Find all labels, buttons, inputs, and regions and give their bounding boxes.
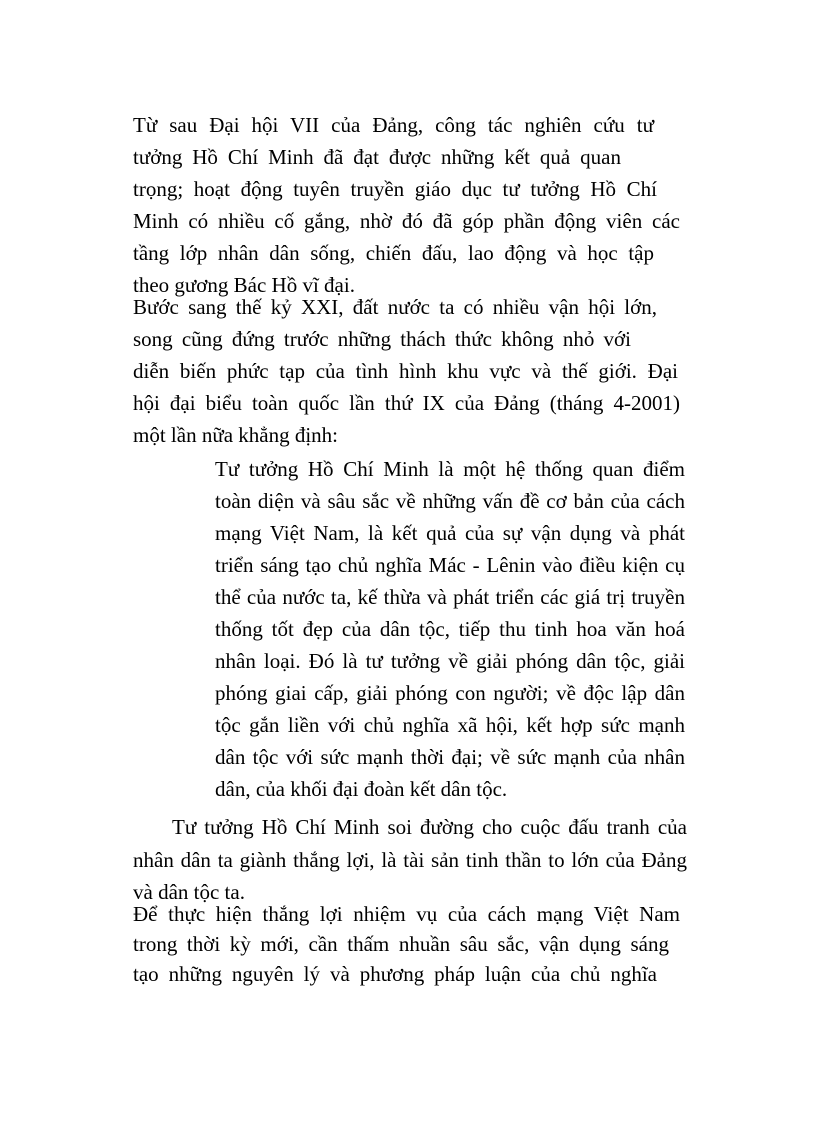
text-line: trong thời kỳ mới, cần thấm nhuần sâu sắc, vận dụng sáng xyxy=(133,932,669,956)
quote-line: nhân loại. Đó là tư tưởng về giải phóng dân tộc, giải xyxy=(215,649,685,673)
text-line: một lần nữa khẳng định: xyxy=(133,423,339,447)
text-line: Bước sang thế kỷ XXI, đất nước ta có nhiều vận hội lớn, xyxy=(133,295,657,319)
text-line: trọng; hoạt động tuyên truyền giáo dục tư tưởng Hồ Chí xyxy=(133,177,657,201)
text-line: Để thực hiện thắng lợi nhiệm vụ của cách mạng Việt Nam xyxy=(133,902,680,926)
quote-line: toàn diện và sâu sắc về những vấn đề cơ bản của cách xyxy=(215,489,685,513)
text-line: Tư tưởng Hồ Chí Minh soi đường cho cuộc đấu tranh của xyxy=(172,815,687,839)
text-line: nhân dân ta giành thắng lợi, là tài sản tinh thần to lớn của Đảng xyxy=(133,848,687,872)
text-line: song cũng đứng trước những thách thức không nhỏ với xyxy=(133,327,631,351)
text-line: Từ sau Đại hội VII của Đảng, công tác nghiên cứu tư xyxy=(133,113,654,137)
text-line: diễn biến phức tạp của tình hình khu vực và thế giới. Đại xyxy=(133,359,678,383)
text-line: Minh có nhiều cố gắng, nhờ đó đã góp phần động viên các xyxy=(133,209,680,233)
text-line: tưởng Hồ Chí Minh đã đạt được những kết quả quan xyxy=(133,145,621,169)
quote-line: tộc gắn liền với chủ nghĩa xã hội, kết hợp sức mạnh xyxy=(215,713,685,737)
quote-line: triển sáng tạo chủ nghĩa Mác - Lênin vào điều kiện cụ xyxy=(215,553,685,577)
text-line: tạo những nguyên lý và phương pháp luận của chủ nghĩa xyxy=(133,962,657,986)
quote-line: dân tộc với sức mạnh thời đại; về sức mạnh của nhân xyxy=(215,745,685,769)
quote-line: phóng giai cấp, giải phóng con người; về độc lập dân xyxy=(215,681,685,705)
quote-line: mạng Việt Nam, là kết quả của sự vận dụng và phát xyxy=(215,521,685,545)
text-line: hội đại biểu toàn quốc lần thứ IX của Đảng (tháng 4-2001) xyxy=(133,391,680,415)
text-line: tầng lớp nhân dân sống, chiến đấu, lao động và học tập xyxy=(133,241,654,265)
text-line: và dân tộc ta. xyxy=(133,880,245,904)
quote-line: Tư tưởng Hồ Chí Minh là một hệ thống quan điểm xyxy=(215,457,685,481)
quote-line: thể của nước ta, kế thừa và phát triển các giá trị truyền xyxy=(215,585,685,609)
text-line: theo gương Bác Hồ vĩ đại. xyxy=(133,273,355,297)
quote-line: dân, của khối đại đoàn kết dân tộc. xyxy=(215,777,508,801)
quote-line: thống tốt đẹp của dân tộc, tiếp thu tinh hoa văn hoá xyxy=(215,617,685,641)
